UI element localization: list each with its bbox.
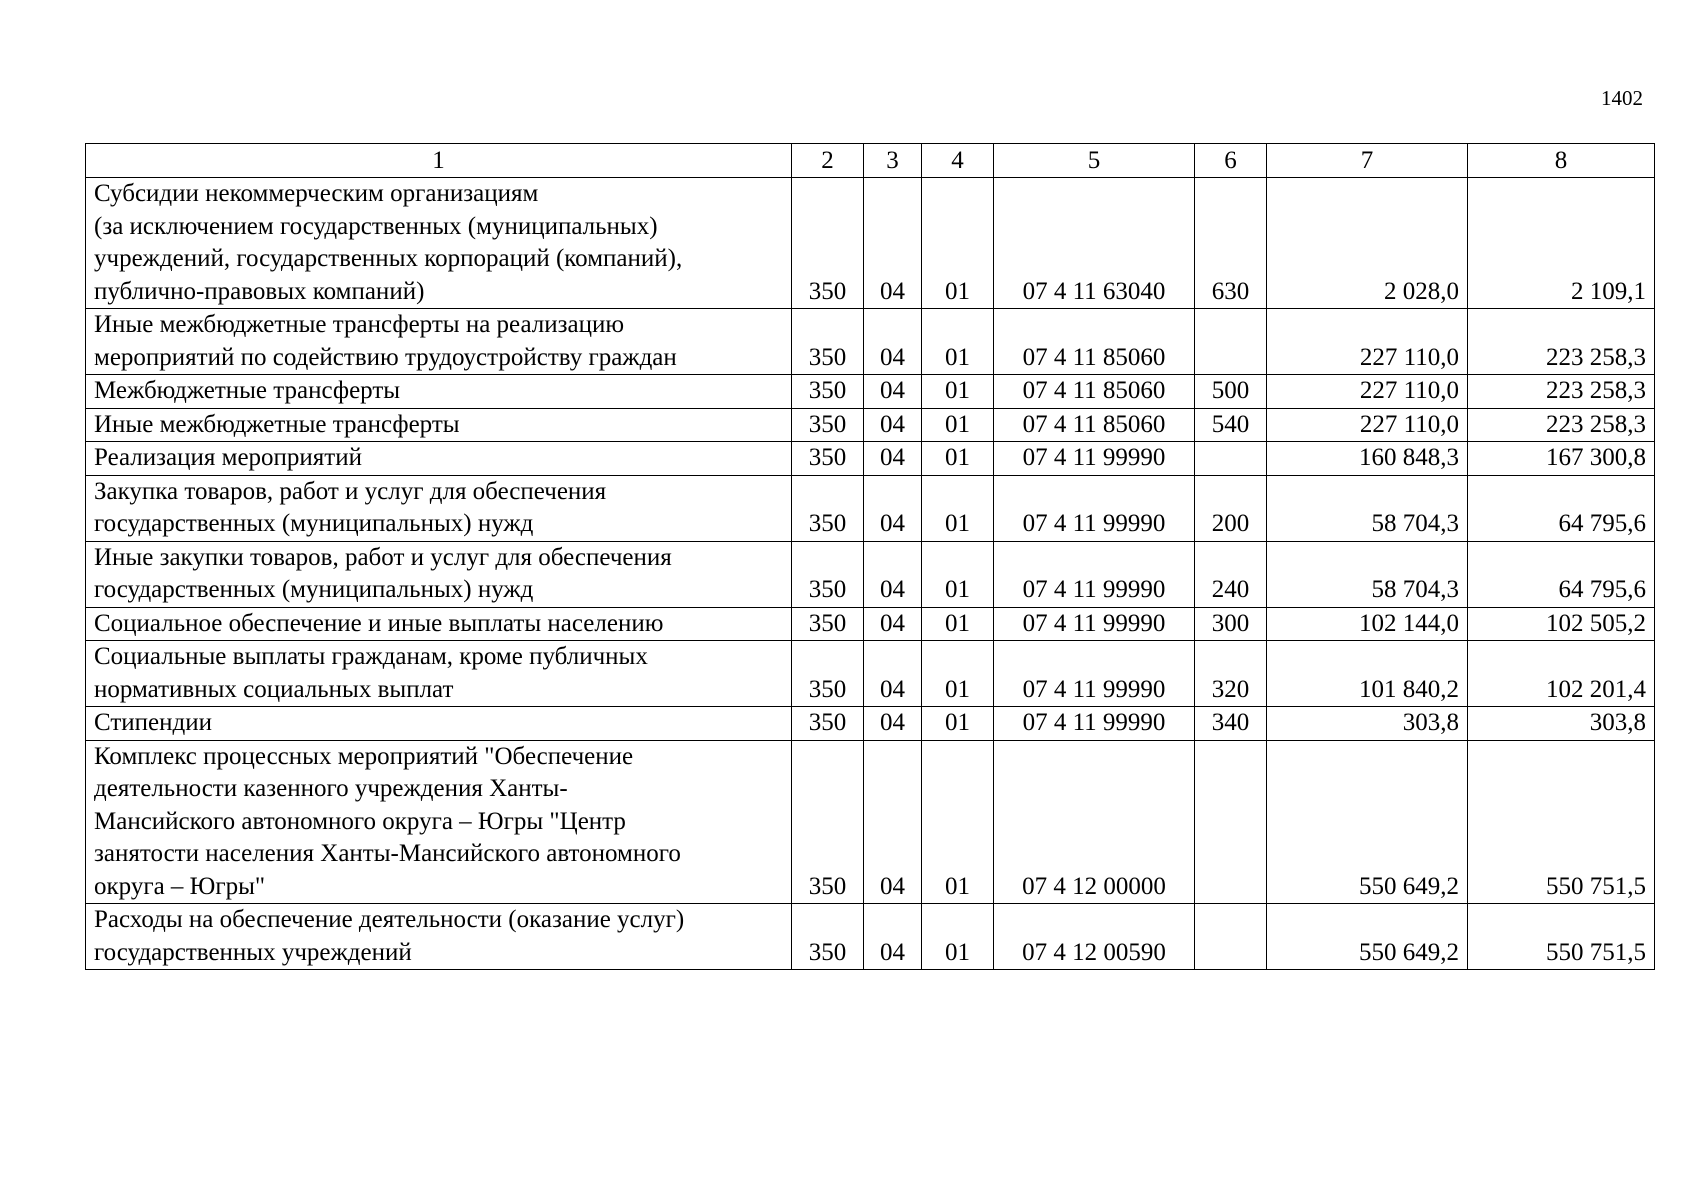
table-row bbox=[86, 707, 1655, 741]
section-code-cell: 04 bbox=[864, 607, 922, 641]
amount-col7-cell: 227 110,0 bbox=[1267, 309, 1468, 375]
subsection-code-cell: 01 bbox=[922, 541, 994, 607]
amount-col8-cell: 550 751,5 bbox=[1468, 904, 1655, 970]
table-row bbox=[86, 904, 1655, 970]
section-code-cell: 04 bbox=[864, 178, 922, 309]
expense-type-cell: 540 bbox=[1195, 408, 1267, 442]
table-row bbox=[86, 607, 1655, 641]
target-article-cell: 07 4 11 85060 bbox=[994, 408, 1195, 442]
admin-code-cell: 350 bbox=[792, 375, 864, 409]
admin-code-cell: 350 bbox=[792, 641, 864, 707]
admin-code-cell: 350 bbox=[792, 904, 864, 970]
table-row bbox=[86, 309, 1655, 375]
row-name-cell: Стипендии bbox=[86, 707, 792, 741]
column-header: 8 bbox=[1468, 144, 1655, 178]
page-number: 1402 bbox=[1601, 86, 1643, 110]
row-name-cell: Закупка товаров, работ и услуг для обеспечения государственных (муниципальных) нужд bbox=[86, 475, 792, 541]
expense-type-cell: 240 bbox=[1195, 541, 1267, 607]
row-name-cell: Реализация мероприятий bbox=[86, 442, 792, 476]
row-name-cell: Расходы на обеспечение деятельности (оказание услуг) государственных учреждений bbox=[86, 904, 792, 970]
expense-type-cell bbox=[1195, 904, 1267, 970]
target-article-cell: 07 4 12 00590 bbox=[994, 904, 1195, 970]
table-row bbox=[86, 442, 1655, 476]
expense-type-cell: 320 bbox=[1195, 641, 1267, 707]
table-row bbox=[86, 408, 1655, 442]
row-name-cell: Социальные выплаты гражданам, кроме публичных нормативных социальных выплат bbox=[86, 641, 792, 707]
subsection-code-cell: 01 bbox=[922, 375, 994, 409]
table-row bbox=[86, 178, 1655, 309]
table-row bbox=[86, 375, 1655, 409]
column-header: 6 bbox=[1195, 144, 1267, 178]
amount-col7-cell: 58 704,3 bbox=[1267, 541, 1468, 607]
target-article-cell: 07 4 11 85060 bbox=[994, 375, 1195, 409]
table-row bbox=[86, 475, 1655, 541]
expense-type-cell: 340 bbox=[1195, 707, 1267, 741]
column-header: 4 bbox=[922, 144, 994, 178]
amount-col8-cell: 64 795,6 bbox=[1468, 475, 1655, 541]
amount-col7-cell: 58 704,3 bbox=[1267, 475, 1468, 541]
admin-code-cell: 350 bbox=[792, 442, 864, 476]
expense-type-cell bbox=[1195, 442, 1267, 476]
section-code-cell: 04 bbox=[864, 904, 922, 970]
column-header: 3 bbox=[864, 144, 922, 178]
amount-col7-cell: 227 110,0 bbox=[1267, 375, 1468, 409]
amount-col8-cell: 64 795,6 bbox=[1468, 541, 1655, 607]
table-row bbox=[86, 740, 1655, 904]
target-article-cell: 07 4 11 85060 bbox=[994, 309, 1195, 375]
amount-col8-cell: 167 300,8 bbox=[1468, 442, 1655, 476]
target-article-cell: 07 4 11 99990 bbox=[994, 707, 1195, 741]
column-header: 1 bbox=[86, 144, 792, 178]
expense-type-cell: 500 bbox=[1195, 375, 1267, 409]
amount-col8-cell: 223 258,3 bbox=[1468, 309, 1655, 375]
subsection-code-cell: 01 bbox=[922, 740, 994, 904]
amount-col7-cell: 303,8 bbox=[1267, 707, 1468, 741]
expense-type-cell: 200 bbox=[1195, 475, 1267, 541]
target-article-cell: 07 4 12 00000 bbox=[994, 740, 1195, 904]
subsection-code-cell: 01 bbox=[922, 904, 994, 970]
row-name-cell: Комплекс процессных мероприятий "Обеспечение деятельности казенного учреждения Ханты- Мансийского автономного округа – Югры "Центр занятости населения Ханты-Мансийского автономного округа – Югры" bbox=[86, 740, 792, 904]
amount-col8-cell: 223 258,3 bbox=[1468, 375, 1655, 409]
section-code-cell: 04 bbox=[864, 408, 922, 442]
admin-code-cell: 350 bbox=[792, 541, 864, 607]
target-article-cell: 07 4 11 99990 bbox=[994, 607, 1195, 641]
subsection-code-cell: 01 bbox=[922, 641, 994, 707]
expense-type-cell: 630 bbox=[1195, 178, 1267, 309]
budget-table bbox=[85, 143, 1655, 970]
section-code-cell: 04 bbox=[864, 475, 922, 541]
amount-col8-cell: 303,8 bbox=[1468, 707, 1655, 741]
target-article-cell: 07 4 11 99990 bbox=[994, 475, 1195, 541]
expense-type-cell bbox=[1195, 740, 1267, 904]
row-name-cell: Субсидии некоммерческим организациям (за исключением государственных (муниципальных) учреждений, государственных корпораций (компаний), публично-правовых компаний) bbox=[86, 178, 792, 309]
amount-col7-cell: 227 110,0 bbox=[1267, 408, 1468, 442]
amount-col7-cell: 550 649,2 bbox=[1267, 740, 1468, 904]
amount-col8-cell: 102 201,4 bbox=[1468, 641, 1655, 707]
admin-code-cell: 350 bbox=[792, 178, 864, 309]
target-article-cell: 07 4 11 99990 bbox=[994, 541, 1195, 607]
amount-col7-cell: 2 028,0 bbox=[1267, 178, 1468, 309]
admin-code-cell: 350 bbox=[792, 707, 864, 741]
amount-col8-cell: 102 505,2 bbox=[1468, 607, 1655, 641]
subsection-code-cell: 01 bbox=[922, 408, 994, 442]
admin-code-cell: 350 bbox=[792, 475, 864, 541]
column-header: 5 bbox=[994, 144, 1195, 178]
target-article-cell: 07 4 11 99990 bbox=[994, 641, 1195, 707]
section-code-cell: 04 bbox=[864, 375, 922, 409]
row-name-cell: Межбюджетные трансферты bbox=[86, 375, 792, 409]
amount-col8-cell: 223 258,3 bbox=[1468, 408, 1655, 442]
target-article-cell: 07 4 11 63040 bbox=[994, 178, 1195, 309]
table-row bbox=[86, 641, 1655, 707]
row-name-cell: Социальное обеспечение и иные выплаты населению bbox=[86, 607, 792, 641]
header-row bbox=[86, 144, 1655, 178]
amount-col7-cell: 102 144,0 bbox=[1267, 607, 1468, 641]
amount-col7-cell: 160 848,3 bbox=[1267, 442, 1468, 476]
section-code-cell: 04 bbox=[864, 442, 922, 476]
subsection-code-cell: 01 bbox=[922, 475, 994, 541]
column-header: 2 bbox=[792, 144, 864, 178]
section-code-cell: 04 bbox=[864, 309, 922, 375]
row-name-cell: Иные закупки товаров, работ и услуг для обеспечения государственных (муниципальных) нужд bbox=[86, 541, 792, 607]
subsection-code-cell: 01 bbox=[922, 309, 994, 375]
expense-type-cell: 300 bbox=[1195, 607, 1267, 641]
section-code-cell: 04 bbox=[864, 641, 922, 707]
admin-code-cell: 350 bbox=[792, 408, 864, 442]
column-header: 7 bbox=[1267, 144, 1468, 178]
subsection-code-cell: 01 bbox=[922, 442, 994, 476]
admin-code-cell: 350 bbox=[792, 607, 864, 641]
section-code-cell: 04 bbox=[864, 541, 922, 607]
section-code-cell: 04 bbox=[864, 707, 922, 741]
expense-type-cell bbox=[1195, 309, 1267, 375]
amount-col7-cell: 550 649,2 bbox=[1267, 904, 1468, 970]
amount-col8-cell: 550 751,5 bbox=[1468, 740, 1655, 904]
amount-col8-cell: 2 109,1 bbox=[1468, 178, 1655, 309]
amount-col7-cell: 101 840,2 bbox=[1267, 641, 1468, 707]
section-code-cell: 04 bbox=[864, 740, 922, 904]
table-row bbox=[86, 541, 1655, 607]
subsection-code-cell: 01 bbox=[922, 607, 994, 641]
subsection-code-cell: 01 bbox=[922, 707, 994, 741]
row-name-cell: Иные межбюджетные трансферты bbox=[86, 408, 792, 442]
subsection-code-cell: 01 bbox=[922, 178, 994, 309]
admin-code-cell: 350 bbox=[792, 309, 864, 375]
row-name-cell: Иные межбюджетные трансферты на реализацию мероприятий по содействию трудоустройству граждан bbox=[86, 309, 792, 375]
admin-code-cell: 350 bbox=[792, 740, 864, 904]
target-article-cell: 07 4 11 99990 bbox=[994, 442, 1195, 476]
